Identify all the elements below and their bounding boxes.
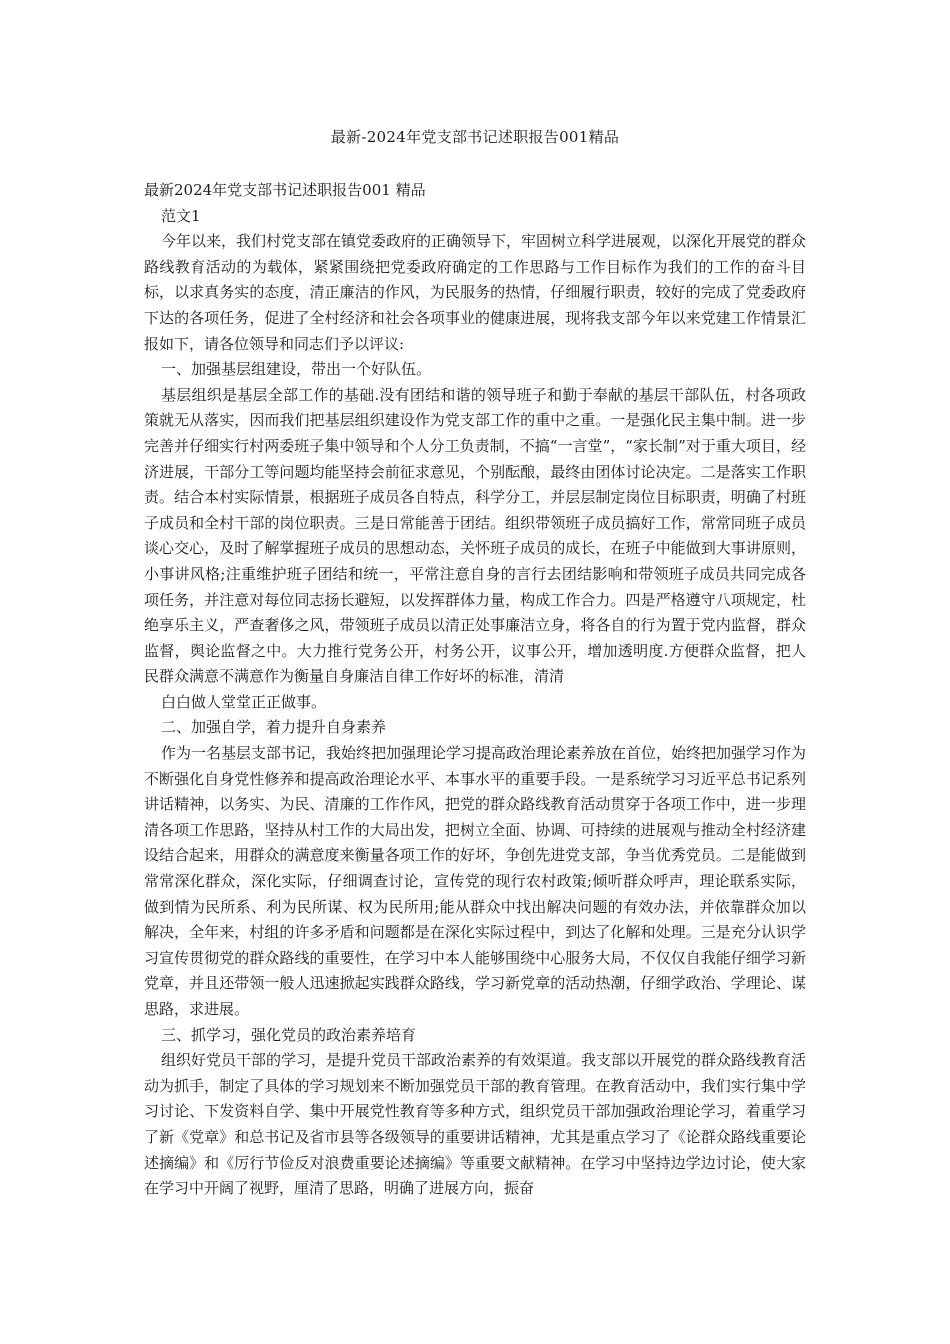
- section-2-paragraph: 作为一名基层支部书记，我始终把加强理论学习提高政治理论素养放在首位，始终把加强学习作为不断强化自身党性修养和提高政治理论水平、本事水平的重要手段。一是系统学习习近平总书记系列讲话精神，以务实、为民、清廉的工作作风，把党的群众路线教育活动贯穿于各项工作中，进一步理清各项工作思路，坚持从村工作的大局出发，把树立全面、协调、可持续的进展观与推动全村经济建设结合起来，用群众的满意度来衡量各项工作的好坏，争创先进党支部，争当优秀党员。二是能做到常常深化群众，深化实际，仔细调查讨论，宣传党的现行农村政策;倾听群众呼声，理论联系实际，做到情为民所系、利为民所谋、权为民所用;能从群众中找出解决问题的有效办法，并依靠群众加以解决，全年来，村组的许多矛盾和问题都是在深化实际过程中，到达了化解和处理。三是充分认识学习宣传贯彻党的群众路线的重要性，在学习中本人能够围绕中心服务大局，不仅仅自我能仔细学习新党章，并且还带领一般人迅速掀起实践群众路线，学习新党章的活动热潮，仔细学政治、学理论、谋思路，求进展。: [144, 744, 807, 1018]
- section-3-paragraph: 组织好党员干部的学习，是提升党员干部政治素养的有效渠道。我支部以开展党的群众路线教育活动为抓手，制定了具体的学习规划来不断加强党员干部的教育管理。在教育活动中，我们实行集中学习讨论、下发资料自学、集中开展党性教育等多种方式，组织党员干部加强政治理论学习，着重学习了新《党章》和总书记及省市县等各级领导的重要讲话精神，尤其是重点学习了《论群众路线重要论述摘编》和《厉行节俭反对浪费重要论述摘编》等重要文献精神。在学习中坚持边学边讨论，使大家在学习中开阔了视野，厘清了思路，明确了进展方向，振奋: [144, 1051, 807, 1198]
- section-1-continuation: 白白做人堂堂正正做事。: [161, 692, 327, 711]
- section-1-paragraph: 基层组织是基层全部工作的基础.没有团结和谐的领导班子和勤于奉献的基层干部队伍，村各项政策就无从落实，因而我们把基层组织建设作为党支部工作的重中之重。一是强化民主集中制。进一步完善并仔细实行村两委班子集中领导和个人分工负责制，不搞“一言堂”，“家长制”对于重大项目，经济进展，干部分工等问题均能坚持会前征求意见，个别酝酿，最终由团体讨论决定。二是落实工作职责。结合本村实际情景，根据班子成员各自特点，科学分工，并层层制定岗位目标职责，明确了村班子成员和全村干部的岗位职责。三是日常能善于团结。组织带领班子成员搞好工作，常常同班子成员谈心交心，及时了解掌握班子成员的思想动态，关怀班子成员的成长，在班子中能做到大事讲原则，小事讲风格;注重维护班子团结和统一，平常注意自身的言行去团结影响和带领班子成员共同完成各项任务，并注意对每位同志扬长避短，以发挥群体力量，构成工作合力。四是严格遵守八项规定，杜绝享乐主义，严查奢侈之风，带领班子成员以清正处事廉洁立身，将各自的行为置于党内监督，群众监督，舆论监督之中。大力推行党务公开，村务公开，议事公开，增加透明度.方便群众监督，把人民群众满意不满意作为衡量自身廉洁自律工作好坏的标准，清清: [144, 385, 806, 686]
- sample-label: 范文1: [161, 206, 201, 225]
- section-heading-2: 二、加强自学，着力提升自身素养: [161, 718, 387, 737]
- document-body: [144, 178, 806, 1202]
- document-subtitle: 最新2024年党支部书记述职报告001 精品: [144, 181, 426, 199]
- intro-paragraph: 今年以来，我们村党支部在镇党委政府的正确领导下，牢固树立科学进展观，以深化开展党的群众路线教育活动的为载体，紧紧围绕把党委政府确定的工作思路与工作目标作为我们的工作的奋斗目标，以求真务实的态度，清正廉洁的作风，为民服务的热情，仔细履行职责，较好的完成了党委政府下达的各项任务，促进了全村经济和社会各项事业的健康进展，现将我支部今年以来党建工作情景汇报如下，请各位领导和同志们予以评议:: [144, 232, 807, 353]
- section-heading-3: 三、抓学习，强化党员的政治素养培育: [161, 1025, 417, 1044]
- document-title: 最新-2024年党支部书记述职报告001精品: [330, 128, 620, 146]
- section-heading-1: 一、加强基层组建设，带出一个好队伍。: [161, 360, 432, 379]
